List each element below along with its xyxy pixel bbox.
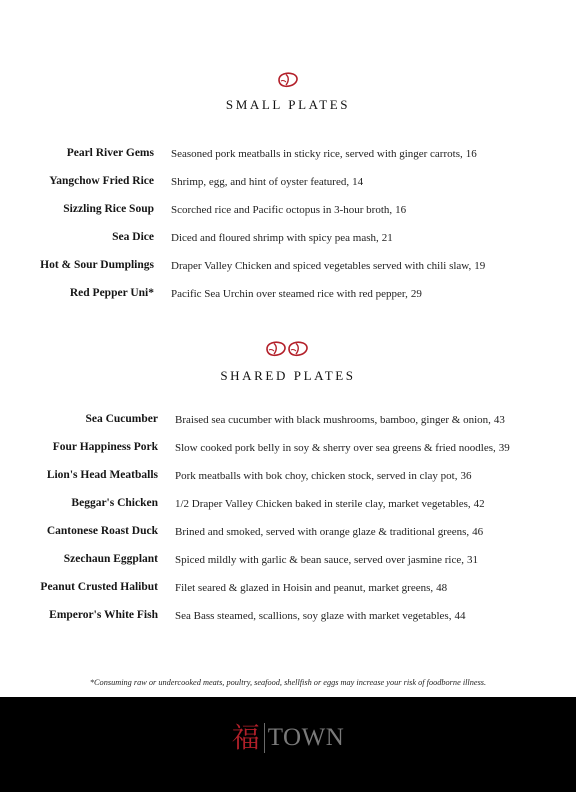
logo-divider: [264, 723, 265, 753]
menu-item-description: [175, 442, 510, 454]
menu-item-name: Hot & Sour Dumplings: [40, 259, 154, 271]
menu-item-price: 31: [466, 554, 478, 566]
menu-item-description-text: Scorched rice and Pacific octopus in 3-hour broth,: [171, 204, 393, 216]
menu-item-description: [175, 610, 465, 622]
menu-item: [0, 603, 576, 631]
menu-item-name: Szechaun Eggplant: [63, 553, 158, 565]
menu-item-description-text: Sea Bass steamed, scallions, soy glaze with market vegetables,: [175, 610, 452, 622]
menu-item: [0, 141, 576, 169]
menu-item-name: Sizzling Rice Soup: [63, 203, 154, 215]
menu-item-description-text: Draper Valley Chicken and spiced vegetables served with chili slaw,: [171, 260, 472, 272]
menu-item-price: 14: [352, 176, 364, 188]
menu-item-name: Red Pepper Uni*: [69, 287, 154, 299]
restaurant-logo: [0, 720, 576, 756]
menu-item-description-text: 1/2 Draper Valley Chicken baked in sterile clay, market vegetables,: [175, 498, 471, 510]
menu-item-description: [171, 288, 422, 300]
menu-item-description: [175, 498, 485, 510]
menu-item-price: 42: [473, 498, 485, 510]
menu-item-price: 36: [460, 470, 472, 482]
menu-item-price: 19: [474, 260, 486, 272]
menu-item-name: Sea Dice: [112, 231, 154, 243]
menu-item: [0, 197, 576, 225]
menu-item-description: [171, 260, 485, 272]
menu-item-description: [175, 470, 471, 482]
menu-item-description-text: Diced and floured shrimp with spicy pea mash,: [171, 232, 379, 244]
menu-item: [0, 281, 576, 309]
menu-item: [0, 519, 576, 547]
logo-wordmark: TOWN: [267, 724, 345, 751]
menu-item: [0, 407, 576, 435]
menu-item-name: Lion's Head Meatballs: [46, 469, 158, 481]
logo-character: 福: [231, 721, 260, 754]
menu-item-description: [175, 582, 447, 594]
menu-item-name: Pearl River Gems: [66, 147, 154, 159]
fortune-cookie-icon: [0, 71, 576, 89]
menu-item-description-text: Slow cooked pork belly in soy & sherry over sea greens & fried noodles,: [175, 442, 496, 454]
menu-item-price: 29: [410, 288, 422, 300]
menu-item: [0, 463, 576, 491]
footer-bar: [0, 697, 576, 792]
menu-item: [0, 435, 576, 463]
menu-item-description: [175, 554, 478, 566]
menu-item-description: [171, 148, 477, 160]
menu-item-name: Cantonese Roast Duck: [46, 525, 158, 537]
menu-item: [0, 225, 576, 253]
shared-plates-title: SHARED PLATES: [220, 368, 356, 383]
menu-item-price: 48: [436, 582, 448, 594]
menu-item-description-text: Shrimp, egg, and hint of oyster featured,: [171, 176, 350, 188]
two-fortune-cookies-icon: [0, 340, 576, 358]
foodborne-illness-disclaimer: *Consuming raw or undercooked meats, poultry, seafood, shellfish or eggs may increase your risk of foodborne illness.: [89, 678, 487, 687]
menu-item-description: [171, 176, 363, 188]
menu-item-description: [171, 204, 406, 216]
menu-item: [0, 547, 576, 575]
menu-item-name: Peanut Crusted Halibut: [40, 581, 158, 593]
menu-item-price: 43: [493, 414, 505, 426]
menu-item-description-text: Seasoned pork meatballs in sticky rice, served with ginger carrots,: [171, 148, 463, 160]
menu-item-description: [171, 232, 393, 244]
menu-item-price: 44: [454, 610, 466, 622]
menu-item-description-text: Pork meatballs with bok choy, chicken stock, served in clay pot,: [175, 470, 458, 482]
menu-item-price: 16: [395, 204, 407, 216]
menu-item-price: 21: [381, 232, 393, 244]
menu-item-price: 46: [472, 526, 484, 538]
menu-item-name: Emperor's White Fish: [49, 609, 158, 621]
menu-item: [0, 169, 576, 197]
menu-item-name: Sea Cucumber: [85, 413, 158, 425]
menu-item-price: 16: [465, 148, 477, 160]
menu-item-name: Beggar's Chicken: [71, 497, 158, 509]
small-plates-list: [0, 141, 576, 309]
menu-item-description-text: Pacific Sea Urchin over steamed rice with red pepper,: [171, 288, 408, 300]
menu-item-name: Four Happiness Pork: [52, 441, 158, 453]
menu-item-description-text: Spiced mildly with garlic & bean sauce, served over jasmine rice,: [175, 554, 464, 566]
menu-item-price: 39: [498, 442, 510, 454]
menu-item-description-text: Braised sea cucumber with black mushrooms, bamboo, ginger & onion,: [175, 414, 491, 426]
menu-item: [0, 575, 576, 603]
shared-plates-list: [0, 407, 576, 631]
menu-item-description: [175, 526, 483, 538]
menu-item-description-text: Filet seared & glazed in Hoisin and peanut, market greens,: [175, 582, 434, 594]
menu-item: [0, 491, 576, 519]
menu-item-description-text: Brined and smoked, served with orange glaze & traditional greens,: [175, 526, 470, 538]
menu-item-description: [175, 414, 505, 426]
menu-item: [0, 253, 576, 281]
menu-item-name: Yangchow Fried Rice: [49, 175, 154, 187]
small-plates-title: SMALL PLATES: [225, 97, 351, 112]
